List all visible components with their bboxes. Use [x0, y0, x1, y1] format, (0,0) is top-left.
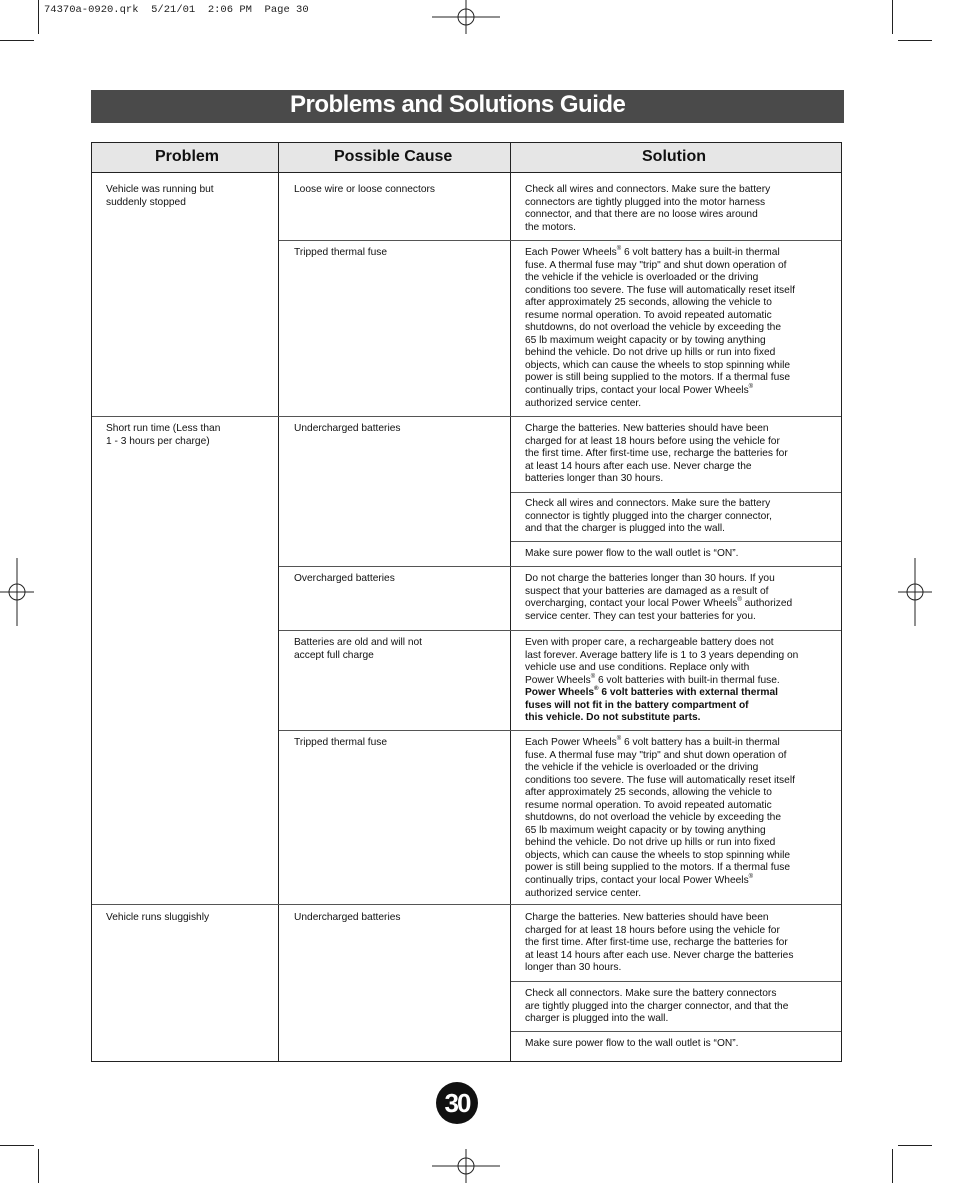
- cause-cell: Undercharged batteries: [294, 423, 401, 434]
- solution-cell: Charge the batteries. New batteries should have been charged for at least 18 hours before using the vehicle for the first time. After first-time use, recharge the batteries for at least 14 hours after each use. Never charge the batteries longer than 30 hours.: [525, 423, 788, 485]
- header-problem: Problem: [155, 148, 220, 165]
- problem-cell: Vehicle was running but suddenly stopped: [106, 184, 214, 208]
- solution-cell: Make sure power flow to the wall outlet is “ON”.: [525, 1038, 739, 1049]
- registration-mark-right: [898, 558, 932, 626]
- solution-cell: Check all connectors. Make sure the battery connectors are tightly plugged into the charger connector, and that the charger is plugged into the wall.: [525, 988, 789, 1025]
- row-divider: [279, 566, 841, 567]
- crop-mark: [898, 40, 932, 41]
- cause-cell: Batteries are old and will not accept full charge: [294, 637, 422, 661]
- page-number: 30: [436, 1082, 478, 1124]
- crop-mark: [892, 1149, 893, 1183]
- row-divider: [511, 1031, 841, 1032]
- solution-cell: Each Power Wheels® 6 volt battery has a built-in thermal fuse. A thermal fuse may "trip" and shut down operation of the vehicle if the vehicle is overloaded or the driving conditions too severe. The fuse will automatically reset itself after approximately 25 seconds, allowing the vehicle to resume normal operation. To avoid repeated automatic shutdowns, do not overload the vehicle by exceeding the 65 lb maximum weight capacity or by towing anything behind the vehicle. Do not drive up hills or run into fixed objects, which can cause the wheels to stop spinning while power is still being supplied to the motors. If a thermal fuse continually trips, contact your local Power Wheels® authorized service center.: [525, 736, 795, 899]
- solution-cell: Check all wires and connectors. Make sure the battery connector is tightly plugged into the charger connector, and that the charger is plugged into the wall.: [525, 498, 772, 535]
- solution-cell: Make sure power flow to the wall outlet is “ON”.: [525, 548, 739, 559]
- registration-mark-top: [432, 0, 500, 34]
- printer-slug-line: 74370a-0920.qrk 5/21/01 2:06 PM Page 30: [44, 4, 309, 16]
- solution-cell: Even with proper care, a rechargeable battery does not last forever. Average battery life is 1 to 3 years depending on vehicle use and use conditions. Replace only with Power Wheels® 6 volt batteries with built-in thermal fuse.: [525, 637, 799, 686]
- row-divider: [92, 904, 841, 905]
- row-divider: [279, 630, 841, 631]
- row-divider: [511, 492, 841, 493]
- solution-cell: Each Power Wheels® 6 volt battery has a built-in thermal fuse. A thermal fuse may "trip" and shut down operation of the vehicle if the vehicle is overloaded or the driving conditions too severe. The fuse will automatically reset itself after approximately 25 seconds, allowing the vehicle to resume normal operation. To avoid repeated automatic shutdowns, do not overload the vehicle by exceeding the 65 lb maximum weight capacity or by towing anything behind the vehicle. Do not drive up hills or run into fixed objects, which can cause the wheels to stop spinning while power is still being supplied to the motors. If a thermal fuse continually trips, contact your local Power Wheels® authorized service center.: [525, 246, 795, 409]
- cause-cell: Tripped thermal fuse: [294, 247, 388, 258]
- table-header: [92, 143, 841, 173]
- crop-mark: [0, 1145, 34, 1146]
- header-solution: Solution: [642, 148, 706, 165]
- row-divider: [92, 416, 841, 417]
- registration-mark-bottom: [432, 1149, 500, 1183]
- row-divider: [279, 730, 841, 731]
- crop-mark: [0, 40, 34, 41]
- problem-cell: Vehicle runs sluggishly: [106, 912, 210, 923]
- crop-mark: [38, 1149, 39, 1183]
- solution-cell: Do not charge the batteries longer than 30 hours. If you suspect that your batteries are damaged as a result of overcharging, contact your local Power Wheels® authorized service center. They can test your batteries for you.: [525, 573, 793, 622]
- cause-cell: Tripped thermal fuse: [294, 737, 388, 748]
- crop-mark: [892, 0, 893, 34]
- registration-mark-left: [0, 558, 34, 626]
- header-possible-cause: Possible Cause: [334, 148, 453, 165]
- cause-cell: Loose wire or loose connectors: [294, 184, 436, 195]
- crop-mark: [38, 0, 39, 34]
- column-divider: [510, 143, 511, 1061]
- row-divider: [511, 981, 841, 982]
- cause-cell: Undercharged batteries: [294, 912, 401, 923]
- problem-cell: Short run time (Less than 1 - 3 hours per charge): [106, 423, 221, 447]
- row-divider: [511, 541, 841, 542]
- solution-cell: Charge the batteries. New batteries should have been charged for at least 18 hours before using the vehicle for the first time. After first-time use, recharge the batteries for at least 14 hours after each use. Never charge the batteries longer than 30 hours.: [525, 912, 794, 974]
- cause-cell: Overcharged batteries: [294, 573, 395, 584]
- row-divider: [279, 240, 841, 241]
- problems-solutions-table: [91, 142, 842, 1062]
- page-title: Problems and Solutions Guide: [290, 91, 626, 118]
- solution-cell: Check all wires and connectors. Make sure the battery connectors are tightly plugged into the motor harness connector, and that there are no loose wires around the motors.: [525, 184, 771, 233]
- crop-mark: [898, 1145, 932, 1146]
- column-divider: [278, 143, 279, 1061]
- title-banner: [91, 90, 844, 123]
- solution-warning: Power Wheels® 6 volt batteries with external thermal fuses will not fit in the battery compartment of this vehicle. Do not substitute parts.: [525, 686, 778, 724]
